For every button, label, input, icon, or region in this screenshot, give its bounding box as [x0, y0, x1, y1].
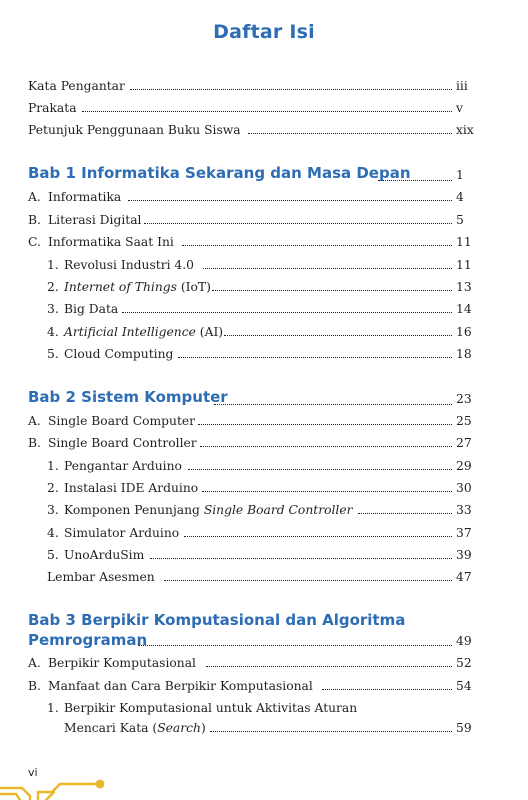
toc-entry[interactable] [0, 478, 528, 498]
toc-entry-label [64, 322, 223, 342]
toc-entry-label: Informatika [48, 190, 122, 204]
toc-entry-page: 39 [456, 548, 472, 562]
toc-entry-label: Simulator Arduino [64, 526, 180, 540]
toc-entry-label: Single Board Computer [48, 414, 196, 428]
toc-entry-label: Petunjuk Penggunaan Buku Siswa [28, 123, 241, 137]
toc-entry-label [64, 277, 211, 297]
leader-dots [178, 357, 452, 358]
toc-entry-number: A. [28, 656, 41, 670]
leader-dots [198, 424, 452, 425]
toc-entry[interactable] [0, 500, 528, 520]
toc-entry-label: Prakata [28, 101, 77, 115]
toc-entry[interactable] [0, 411, 528, 431]
toc-entry-page: 47 [456, 570, 472, 584]
chapter-heading[interactable] [0, 610, 528, 652]
leader-dots [184, 536, 452, 537]
toc-entry-page: 16 [456, 325, 472, 339]
toc-entry[interactable] [0, 545, 528, 565]
chapter-title: Bab 2 Sistem Komputer [28, 388, 228, 406]
chapter-page: 49 [456, 634, 472, 648]
toc-entry-page: 33 [456, 503, 472, 517]
toc-entry-label: Single Board Controller [48, 436, 197, 450]
toc-entry-label-rest: (IoT) [176, 280, 211, 294]
leader-dots [358, 513, 452, 514]
toc-entry-label: UnoArduSim [64, 548, 145, 562]
leader-dots [210, 731, 452, 732]
toc-entry-label: Kata Pengantar [28, 79, 125, 93]
toc-entry-page: 25 [456, 414, 472, 428]
leader-dots [182, 245, 452, 246]
toc-entry-number: 1. [47, 459, 59, 473]
toc-entry-page: 37 [456, 526, 472, 540]
toc-entry[interactable] [0, 456, 528, 476]
toc-entry-number: 4. [47, 325, 59, 339]
toc-entry[interactable] [0, 322, 528, 342]
toc-entry[interactable] [0, 98, 528, 118]
toc-entry-label-rest: ) [200, 721, 206, 735]
toc-entry[interactable] [0, 567, 528, 587]
chapter-title-line2: Pemrograman [28, 631, 148, 649]
toc-entry-page: 27 [456, 436, 472, 450]
leader-dots [138, 645, 452, 646]
toc-entry-number: B. [28, 679, 41, 693]
toc-entry-page: v [456, 101, 463, 115]
toc-entry-page: 30 [456, 481, 472, 495]
chapter-heading[interactable] [0, 387, 528, 411]
leader-dots [164, 580, 452, 581]
toc-entry-label: Manfaat dan Cara Berpikir Komputasional [48, 679, 313, 693]
toc-entry[interactable] [0, 433, 528, 453]
toc-entry-page: 54 [456, 679, 472, 693]
leader-dots [224, 335, 452, 336]
toc-entry[interactable] [0, 187, 528, 207]
toc-entry[interactable] [0, 653, 528, 673]
toc-entry-number: 3. [47, 302, 59, 316]
leader-dots [248, 133, 452, 134]
leader-dots [144, 223, 452, 224]
toc-entry-label-text: Komponen Penunjang [64, 503, 204, 517]
toc-entry-page: 13 [456, 280, 472, 294]
toc-entry[interactable] [0, 76, 528, 96]
page-title: Daftar Isi [213, 21, 315, 43]
leader-dots [150, 558, 452, 559]
leader-dots [203, 268, 452, 269]
chapter-heading[interactable] [0, 163, 528, 187]
toc-entry-label-italic: Single Board Controller [203, 503, 353, 517]
leader-dots [212, 290, 452, 291]
chapter-page: 23 [456, 392, 472, 406]
toc-entry[interactable] [0, 255, 528, 275]
toc-entry-number: 4. [47, 526, 59, 540]
toc-entry-label: Literasi Digital [48, 213, 142, 227]
toc-entry-number: A. [28, 190, 41, 204]
toc-entry-label: Revolusi Industri 4.0 [64, 258, 194, 272]
toc-entry[interactable] [0, 676, 528, 696]
toc-entry-label-line2 [64, 718, 206, 738]
leader-dots [214, 404, 452, 405]
toc-entry[interactable] [0, 523, 528, 543]
toc-entry-label-rest: (AI) [195, 325, 224, 339]
toc-entry-page: 5 [456, 213, 464, 227]
toc-entry-number: 5. [47, 548, 59, 562]
leader-dots [322, 689, 452, 690]
toc-entry-number: C. [28, 235, 41, 249]
toc-entry-page: 14 [456, 302, 472, 316]
toc-entry-number: 2. [47, 280, 59, 294]
leader-dots [206, 666, 452, 667]
leader-dots [128, 200, 452, 201]
leader-dots [200, 446, 452, 447]
toc-entry-page: 59 [456, 721, 472, 735]
toc-entry[interactable] [0, 698, 528, 740]
toc-entry-page: 11 [456, 235, 472, 249]
toc-entry-label: Cloud Computing [64, 347, 174, 361]
toc-entry[interactable] [0, 299, 528, 319]
toc-entry-page: 18 [456, 347, 472, 361]
toc-entry[interactable] [0, 277, 528, 297]
toc-entry-number: 2. [47, 481, 59, 495]
toc-entry[interactable] [0, 232, 528, 252]
chapter-page: 1 [456, 168, 464, 182]
toc-entry-page: iii [456, 79, 468, 93]
toc-entry-label: Pengantar Arduino [64, 459, 182, 473]
toc-entry[interactable] [0, 210, 528, 230]
toc-entry-number: 1. [47, 701, 59, 715]
toc-entry-label: Big Data [64, 302, 119, 316]
toc-entry[interactable] [0, 344, 528, 364]
toc-entry-page: xix [456, 123, 474, 137]
toc-entry-label: Berpikir Komputasional untuk Aktivitas Aturan [64, 701, 358, 715]
toc-entry-page: 29 [456, 459, 472, 473]
toc-entry-label: Lembar Asesmen [47, 570, 155, 584]
chapter-title: Bab 1 Informatika Sekarang dan Masa Depan [28, 164, 411, 182]
toc-entry-label-italic: Artificial Intelligence [64, 325, 196, 339]
toc-entry-label-italic: Search [157, 721, 201, 735]
toc-entry[interactable] [0, 120, 528, 140]
circuit-decoration [0, 760, 110, 800]
toc-entry-label-italic: Internet of Things [64, 280, 177, 294]
leader-dots [202, 491, 452, 492]
toc-entry-number: 3. [47, 503, 59, 517]
page-number: vi [28, 766, 38, 779]
leader-dots [82, 111, 452, 112]
toc-entry-label: Informatika Saat Ini [48, 235, 174, 249]
toc-entry-number: A. [28, 414, 41, 428]
toc-entry-label [64, 500, 353, 520]
toc-entry-label: Berpikir Komputasional [48, 656, 196, 670]
toc-entry-number: 1. [47, 258, 59, 272]
leader-dots [188, 469, 452, 470]
toc-entry-number: B. [28, 213, 41, 227]
toc-entry-number: B. [28, 436, 41, 450]
toc-entry-page: 52 [456, 656, 472, 670]
toc-entry-page: 11 [456, 258, 472, 272]
toc-entry-label-text: Mencari Kata ( [64, 721, 158, 735]
chapter-title-line1: Bab 3 Berpikir Komputasional dan Algoritma [28, 611, 406, 629]
leader-dots [378, 180, 452, 181]
leader-dots [122, 312, 452, 313]
toc-entry-page: 4 [456, 190, 464, 204]
toc-entry-label: Instalasi IDE Arduino [64, 481, 199, 495]
leader-dots [130, 89, 452, 90]
toc-entry-number: 5. [47, 347, 59, 361]
